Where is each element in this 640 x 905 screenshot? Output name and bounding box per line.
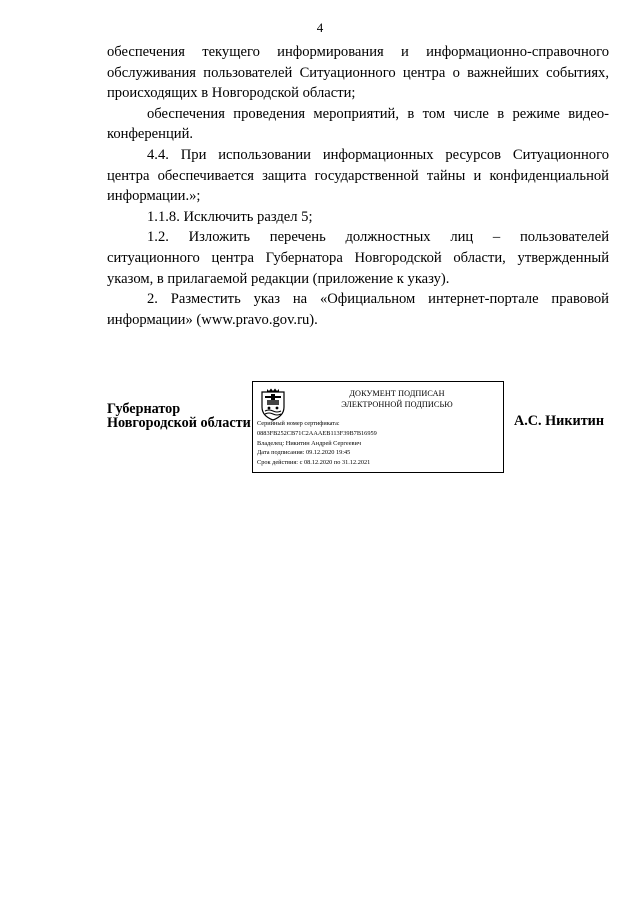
stamp-serial-number: 0883FB252CB71C2AAAEB113F39B7B16959 (257, 429, 377, 437)
paragraph-5: 1.2. Изложить перечень должностных лиц – пользователей ситуационного центра Губернатора Новгородской области, утвержденный указом, в прилагаемой редакции (приложение к указу). (107, 229, 609, 287)
paragraph-2: обеспечения проведения мероприятий, в том числе в режиме видео-конференций. (107, 105, 609, 143)
signer-name: А.С. Никитин (514, 413, 605, 429)
stamp-signed-date: Дата подписания: 09.12.2020 19:45 (257, 449, 351, 457)
page-number: 4 (316, 20, 324, 35)
paragraph-3: 4.4. При использовании информационных ресурсов Ситуационного центра обеспечивается защита государственной тайны и конфиденциальной информации.»; (107, 146, 609, 205)
paragraph-4: 1.1.8. Исключить раздел 5; (147, 208, 313, 225)
stamp-validity: Срок действия: с 08.12.2020 по 31.12.2021 (257, 459, 371, 467)
paragraph-6: 2. Разместить указ на «Официальном интернет-портале правовой информации» (www.pravo.gov.ru). (107, 291, 609, 328)
document-body (107, 42, 609, 330)
stamp-owner: Владелец: Никитин Андрей Сергеевич (257, 439, 362, 447)
stamp-details (257, 419, 501, 468)
electronic-signature-stamp (252, 381, 504, 473)
stamp-header-line2: ЭЛЕКТРОННОЙ ПОДПИСЬЮ (341, 400, 453, 409)
paragraph-1: обеспечения текущего информирования и информационно-справочного обслуживания пользователей Ситуационного центра о важнейших событиях, происходящих в Новгородской области; (107, 44, 609, 102)
stamp-serial-label: Серийный номер сертификата: (257, 420, 340, 427)
stamp-header (295, 388, 499, 410)
signer-position (107, 402, 251, 430)
stamp-header-line1: ДОКУМЕНТ ПОДПИСАН (349, 389, 445, 398)
signer-position-line1: Губернатор (107, 401, 181, 417)
signer-position-line2: Новгородской области (107, 415, 251, 431)
novgorod-coat-of-arms-icon (259, 387, 287, 421)
